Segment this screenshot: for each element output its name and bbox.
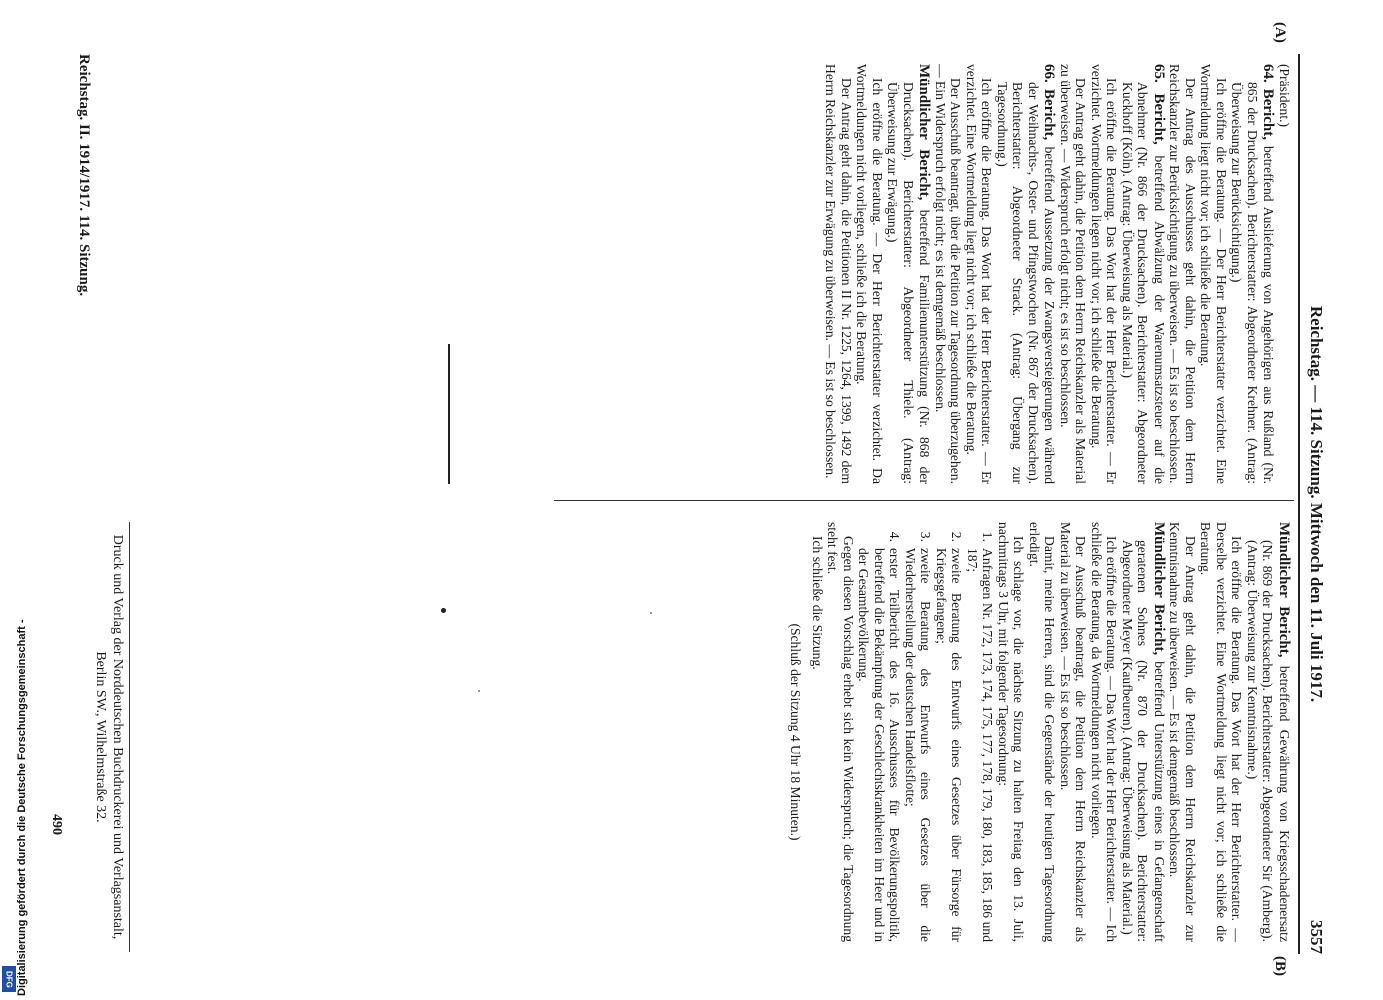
left-column: [823, 64, 1292, 484]
print-dot: [441, 608, 446, 613]
running-head: [1302, 54, 1328, 954]
paragraph: Der Antrag geht dahin, die Petition dem Herrn Reichskanzler zur Kenntnisnahme zu überweisen. — Es ist demgemäß beschlossen.: [1167, 522, 1198, 942]
agenda-item: 2. zweite Beratung des Entwurfs eines Gesetzes über Fürsorge für Kriegsgefangene;: [934, 531, 965, 942]
paragraph: Ich eröffne die Beratung. — Der Herr Berichterstatter verzichtet. Da Wortmeldungen nicht vorliegen, schließe ich die Beratung.: [854, 64, 885, 484]
running-title: Reichstag. — 114. Sitzung. Mittwoch den 11. Juli 1917.: [1307, 305, 1326, 703]
paragraph: Gegen diesen Vorschlag erhebt sich kein Widerspruch; die Tagesordnung steht fest.: [825, 522, 856, 942]
digitization-note: Digitalisierung gefördert durch die Deutsche Forschungsgemeinschaft -: [16, 619, 28, 996]
paragraph: Ich eröffne die Beratung. — Der Herr Berichterstatter verzichtet. Eine Wortmeldung liegt nicht vor; ich schließe die Beratung.: [1198, 64, 1229, 484]
report-64: 64. Bericht, betreffend Auslieferung von Angehörigen aus Rußland (Nr. 865 der Drucksachen). Berichterstatter: Abgeordneter Krehner. (Antrag: Überweisung zur Berücksichtigung.): [1229, 64, 1277, 484]
right-column: [788, 522, 1292, 942]
agenda-item: 3. zweite Beratung des Entwurfs eines Gesetzes über die Wiederherstellung der deutschen Handelsflotte;: [903, 531, 934, 942]
footer-rule: [129, 522, 130, 952]
paragraph: Ich schließe die Sitzung.: [810, 536, 825, 670]
printer-imprint: [92, 522, 126, 952]
paragraph: Ich schlage vor, die nächste Sitzung zu halten Freitag den 13. Juli, nachmittags 3 Uhr, mit folgender Tagesordnung:: [996, 522, 1027, 942]
scan-speck: [650, 612, 652, 614]
printer-line-2: Berlin SW., Wilhelmstraße 32.: [93, 651, 108, 823]
paragraph: Ich eröffne die Beratung. Das Wort hat der Herr Berichterstatter. — Derselbe verzichtet. Eine Wortmeldung liegt nicht vor; ich schließe die Beratung.: [1198, 522, 1245, 942]
paragraph: Der Antrag geht dahin, die Petition dem Herrn Reichskanzler als Material zu überweisen. — Widerspruch erfolgt nicht; es ist so beschlossen.: [1058, 64, 1089, 484]
paragraph: Ich eröffne die Beratung. Das Wort hat der Herr Berichterstatter. — Er verzichtet. Wortmeldungen liegen nicht vor; ich schließe die Beratung.: [1089, 64, 1120, 484]
paragraph: Der Antrag geht dahin, die Petitionen II Nr. 1225, 1264, 1399, 1492 dem Herrn Reichskanzler zur Erwägung zu überweisen. — Es ist so beschlossen.: [823, 64, 854, 484]
column-divider: [554, 500, 1294, 501]
paragraph: Der Ausschuß beantragt, über die Petition zur Tagesordnung überzugehen. — Ein Widerspruch erfolgt nicht; es ist demgemäß beschlossen.: [933, 64, 964, 484]
oral-report-family-support: Mündlicher Bericht, betreffend Familienunterstützung (Nr. 868 der Drucksachen). Berichterstatter: Abgeordneter Thiele. (Antrag: Überweisung zur Erwägung.): [885, 64, 933, 484]
dfg-logo: DFG: [2, 966, 16, 992]
paragraph: Der Antrag des Ausschusses geht dahin, die Petition dem Herrn Reichskanzler zur Berücksichtigung zu überweisen. — Es ist so beschlossen.: [1167, 64, 1198, 484]
report-65: 65. Bericht, betreffend Abwälzung der Warenumsatzsteuer auf die Abnehmer (Nr. 866 der Drucksachen). Berichterstatter: Abgeordneter Kuckhoff (Köln). (Antrag: Überweisung als Material.): [1120, 64, 1167, 484]
margin-mark-b: (B): [1272, 956, 1288, 976]
printer-line-1: Druck und Verlag der Norddeutschen Buchdruckerei und Verlagsanstalt,: [110, 534, 125, 940]
session-closing: (Schluß der Sitzung 4 Uhr 18 Minuten.): [788, 623, 804, 841]
paragraph: Der Ausschuß beantragt, die Petition dem Herrn Reichskanzler als Material zu überweisen. — Es ist so beschlossen.: [1058, 522, 1089, 942]
sheet-number: 490: [49, 814, 64, 835]
paragraph: Ich eröffne die Beratung. Das Wort hat der Herr Berichterstatter. — Er verzichtet. Eine Wortmeldung liegt nicht vor; ich schließe die Beratung.: [964, 64, 995, 484]
agenda-item: 4. erster Teilbericht des 16. Ausschusses für Bevölkerungspolitik, betreffend die Bekämpfung der Geschlechtskrankheiten im Heer und in der Gesamtbevölkerung.: [856, 531, 903, 942]
footer-signature: Reichstag. II. 1914/1917. 114. Sitzung.: [76, 54, 92, 297]
header-rule: [1298, 54, 1300, 954]
paragraph: Ich eröffne die Beratung. — Das Wort hat der Herr Berichterstatter. — Ich schließe die Beratung, da Wortmeldungen nicht vorliegen.: [1089, 522, 1120, 942]
margin-mark-a: (A): [1272, 22, 1288, 43]
oral-report-war-damage: Mündlicher Bericht, betreffend Gewährung von Kriegsschadenersatz (Nr. 869 der Drucksachen). Berichterstatter: Abgeordneter Sir (Amberg). (Antrag: Überweisung zur Kenntnisnahme.): [1245, 522, 1292, 942]
document-page: [38, 22, 1328, 976]
paragraph: Damit, meine Herren, sind die Gegenstände der heutigen Tagesordnung erledigt.: [1027, 522, 1058, 942]
oral-report-prisoner-support: Mündlicher Bericht, betreffend Unterstützung eines in Gefangenschaft geratenen Sohnes (Nr. 870 der Drucksachen). Berichterstatter: Abgeordneter Meyer (Kaufbeuren). (Antrag: Überweisung als Material.): [1120, 522, 1167, 942]
speaker-label: (Präsident.): [1277, 64, 1292, 128]
report-66: 66. Bericht, betreffend Aussetzung der Zwangsversteigerungen während der Weihnachts-, Oster- und Pfingstwochen (Nr. 867 der Drucksachen). Berichterstatter: Abgeordneter Strack. (Antrag: Übergang zur Tagesordnung.): [995, 64, 1058, 485]
scan-speck: [478, 690, 480, 692]
page-number: 3557: [1307, 920, 1326, 954]
agenda-list: [856, 522, 996, 942]
section-end-rule: [448, 344, 450, 484]
agenda-item: 1. Anfragen Nr. 172, 173, 174, 175, 177, 178, 179, 180, 183, 185, 186 und 187;: [965, 531, 996, 942]
